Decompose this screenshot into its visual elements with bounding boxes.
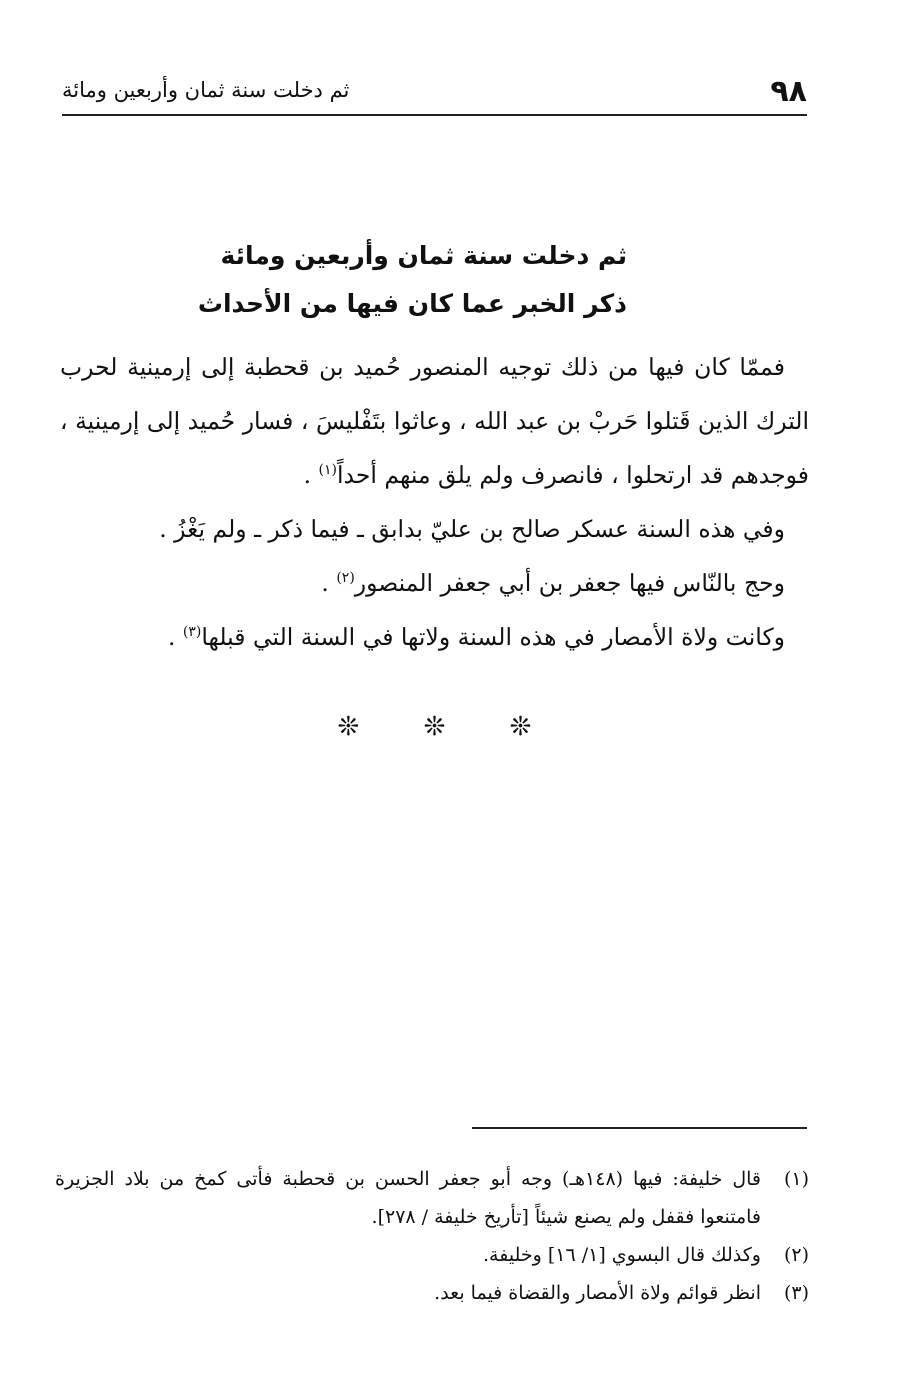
paragraph-1-text: فممّا كان فيها من ذلك توجيه المنصور حُميد بن قحطبة إلى إرمينية لحرب الترك الذين قَتلوا حَربْ بن عبد الله ، وعاثوا بتَفْليسَ ، فسار حُميد إلى إرمينية ، فوجدهم قد ارتحلوا ، فانصرف ولم يلق منهم أحداً xyxy=(60,353,809,489)
footnote-text: وكذلك قال البسوي [١/ ١٦] وخليفة. xyxy=(483,1244,761,1266)
footnotes xyxy=(55,1160,809,1312)
section-separator: ❊ ❊ ❊ xyxy=(337,712,560,742)
footnote-ref-1[interactable]: (١) xyxy=(318,462,337,479)
paragraph-1-end: . xyxy=(303,461,319,489)
body-text xyxy=(60,340,809,664)
footnote-number: (٣) xyxy=(783,1282,809,1304)
footnote-3 xyxy=(55,1274,809,1312)
paragraph-1 xyxy=(60,340,809,502)
footnote-number: (٢) xyxy=(783,1244,809,1266)
year-heading: ثم دخلت سنة ثمان وأربعين ومائة xyxy=(220,241,627,270)
paragraph-3-end: . xyxy=(321,569,337,597)
section-titles xyxy=(150,232,627,328)
paragraph-4-end: . xyxy=(167,623,183,651)
footnote-text: انظر قوائم ولاة الأمصار والقضاة فيما بعد. xyxy=(434,1282,761,1304)
paragraph-3 xyxy=(60,556,809,610)
footnote-ref-2[interactable]: (٢) xyxy=(336,570,355,587)
footnote-text: قال خليفة: فيها (١٤٨هـ) وجه أبو جعفر الحسن بن قحطبة فأتى كمخ من بلاد الجزيرة فامتنعوا فقفل ولم يصنع شيئاً [تأريخ خليفة / ٢٧٨]. xyxy=(55,1168,761,1228)
footnote-ref-3[interactable]: (٣) xyxy=(182,624,202,641)
paragraph-4 xyxy=(60,610,809,664)
paragraph-3-text: وحج بالنّاس فيها جعفر بن أبي جعفر المنصور xyxy=(354,569,785,597)
running-header xyxy=(62,68,807,116)
page-number: ٩٨ xyxy=(770,74,807,109)
footnote-2 xyxy=(55,1236,809,1274)
paragraph-2: وفي هذه السنة عسكر صالح بن عليّ بدابق ـ فيما ذكر ـ ولم يَغْزُ . xyxy=(159,515,785,543)
footnote-number: (١) xyxy=(783,1168,809,1190)
footnote-1 xyxy=(55,1160,809,1236)
running-title: ثم دخلت سنة ثمان وأربعين ومائة xyxy=(62,78,350,102)
section-heading: ذكر الخبر عما كان فيها من الأحداث xyxy=(197,289,627,318)
footnote-divider xyxy=(472,1127,807,1129)
paragraph-4-text: وكانت ولاة الأمصار في هذه السنة ولاتها في السنة التي قبلها xyxy=(201,623,785,651)
